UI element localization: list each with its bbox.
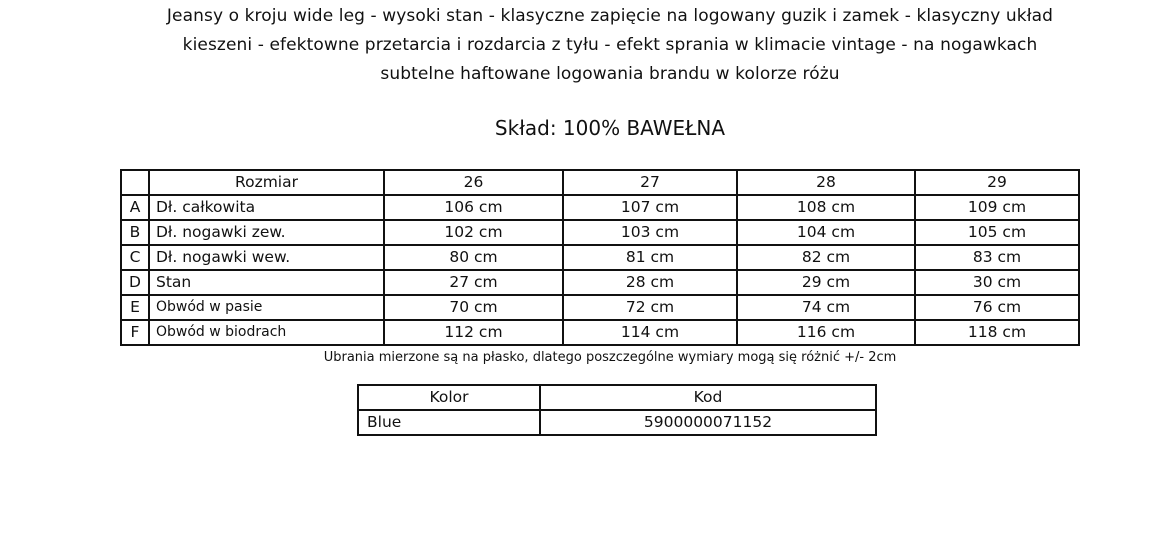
code-header-cell: Kod (540, 385, 876, 410)
row-parameter: Dł. całkowita (149, 195, 384, 220)
table-row (121, 245, 1079, 270)
measurement-cell: 102 cm (384, 220, 563, 245)
measurement-cell: 27 cm (384, 270, 563, 295)
size-header-cell: 27 (563, 170, 737, 195)
measurement-note: Ubrania mierzone są na płasko, dlatego poszczególne wymiary mogą się różnić +/- 2cm (323, 350, 897, 365)
row-parameter: Obwód w biodrach (149, 320, 384, 345)
measurement-cell: 28 cm (563, 270, 737, 295)
size-header-cell: 29 (915, 170, 1079, 195)
measurement-cell: 76 cm (915, 295, 1079, 320)
measurement-cell: 112 cm (384, 320, 563, 345)
measurement-cell: 81 cm (563, 245, 737, 270)
table-row (121, 295, 1079, 320)
description-line: Jeansy o kroju wide leg - wysoki stan - klasyczne zapięcie na logowany guzik i zamek - klasyczny układ (166, 6, 1054, 26)
size-table (120, 169, 1080, 346)
table-row (121, 320, 1079, 345)
measurement-cell: 70 cm (384, 295, 563, 320)
table-row (121, 270, 1079, 295)
row-letter: C (121, 245, 149, 270)
measurement-cell: 105 cm (915, 220, 1079, 245)
measurement-cell: 72 cm (563, 295, 737, 320)
color-header-cell: Kolor (358, 385, 540, 410)
measurement-cell: 118 cm (915, 320, 1079, 345)
description-line: subtelne haftowane logowania brandu w kolorze różu (380, 64, 840, 84)
table-row (121, 195, 1079, 220)
measurement-cell: 29 cm (737, 270, 915, 295)
size-header-cell: 26 (384, 170, 563, 195)
row-letter: D (121, 270, 149, 295)
color-code-table (357, 384, 877, 436)
measurement-cell: 104 cm (737, 220, 915, 245)
description-line: kieszeni - efektowne przetarcia i rozdarcia z tyłu - efekt sprania w klimacie vintage - na nogawkach (182, 35, 1038, 55)
measurement-cell: 103 cm (563, 220, 737, 245)
measurement-cell: 114 cm (563, 320, 737, 345)
measurement-cell: 116 cm (737, 320, 915, 345)
code-table-header-row (358, 385, 876, 410)
code-value-cell: 5900000071152 (540, 410, 876, 435)
size-header-cell: 28 (737, 170, 915, 195)
measurement-cell: 74 cm (737, 295, 915, 320)
measurement-cell: 109 cm (915, 195, 1079, 220)
row-parameter: Obwód w pasie (149, 295, 384, 320)
color-value-cell: Blue (358, 410, 540, 435)
row-letter: F (121, 320, 149, 345)
row-letter: A (121, 195, 149, 220)
table-row (358, 410, 876, 435)
measurement-cell: 83 cm (915, 245, 1079, 270)
row-parameter: Dł. nogawki zew. (149, 220, 384, 245)
composition-heading: Skład: 100% BAWEŁNA (494, 116, 726, 140)
row-parameter: Dł. nogawki wew. (149, 245, 384, 270)
size-table-header-row (121, 170, 1079, 195)
measurement-cell: 107 cm (563, 195, 737, 220)
measurement-cell: 82 cm (737, 245, 915, 270)
product-description (100, 2, 1120, 89)
measurement-cell: 30 cm (915, 270, 1079, 295)
table-row (121, 220, 1079, 245)
measurement-cell: 106 cm (384, 195, 563, 220)
measurement-cell: 108 cm (737, 195, 915, 220)
row-letter: B (121, 220, 149, 245)
size-header-cell: Rozmiar (149, 170, 384, 195)
row-parameter: Stan (149, 270, 384, 295)
size-table-corner-cell (121, 170, 149, 195)
row-letter: E (121, 295, 149, 320)
measurement-cell: 80 cm (384, 245, 563, 270)
